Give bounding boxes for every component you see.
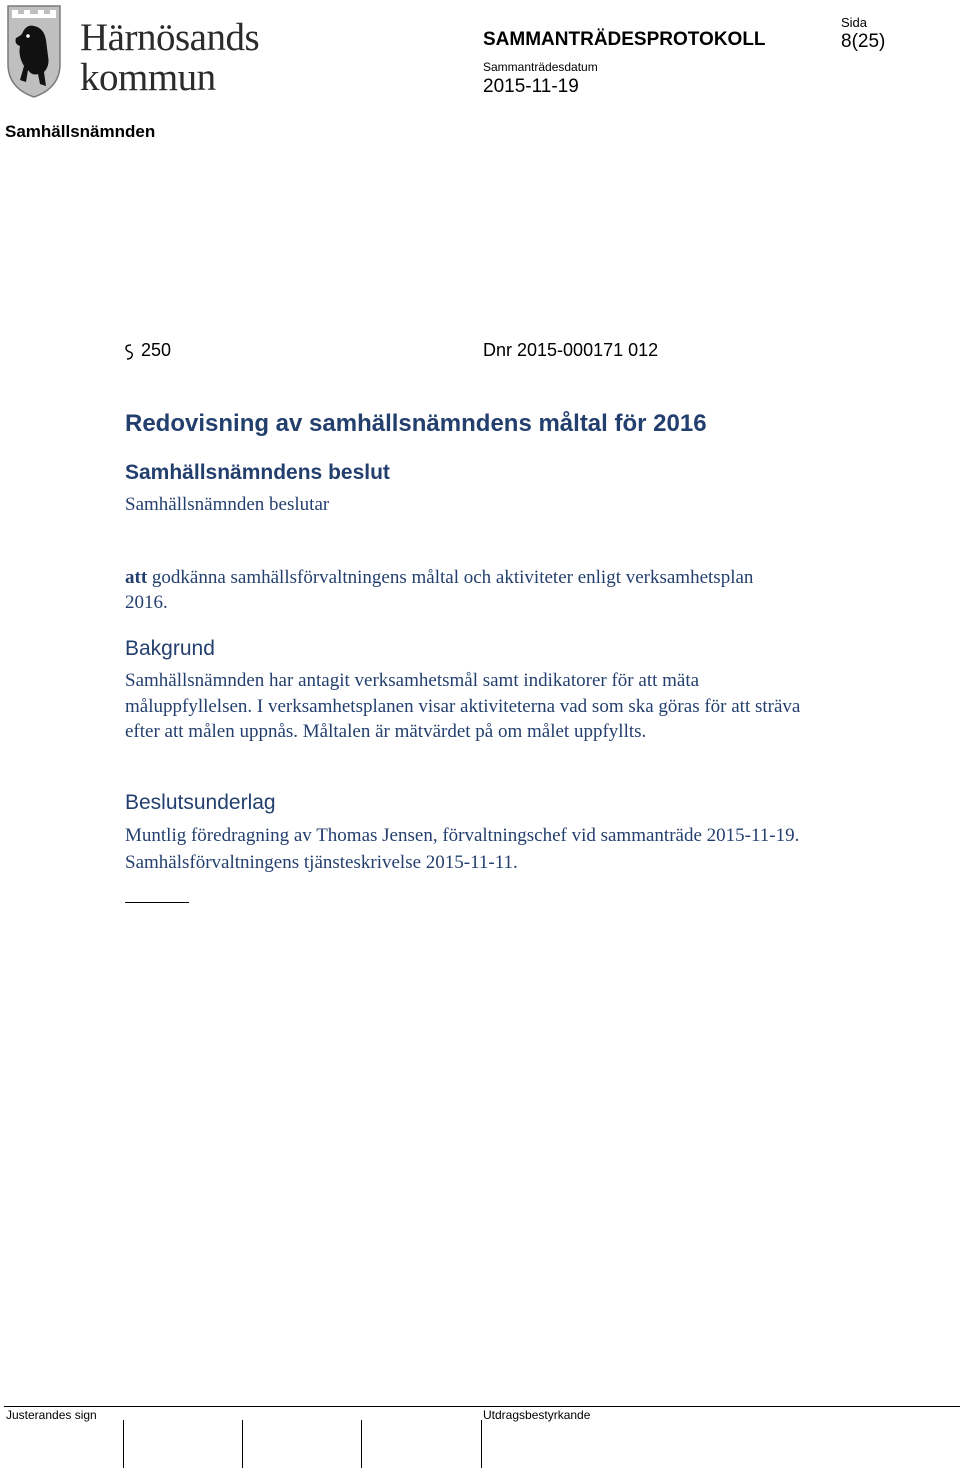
- page-number: 8(25): [841, 31, 886, 52]
- section-mark-icon: [124, 343, 134, 363]
- meeting-date: 2015-11-19: [483, 76, 579, 97]
- signature-box-divider: [123, 1420, 124, 1468]
- committee-name: Samhällsnämnden: [5, 122, 156, 141]
- extract-certification-label: Utdragsbestyrkande: [483, 1408, 591, 1422]
- basis-heading: Beslutsunderlag: [125, 791, 276, 814]
- signature-label: Justerandes sign: [6, 1408, 97, 1422]
- case-dnr: Dnr 2015-000171 012: [483, 340, 659, 360]
- document-type: SAMMANTRÄDESPROTOKOLL: [483, 29, 766, 50]
- page-title: Redovisning av samhällsnämndens måltal för 2016: [125, 410, 707, 437]
- basis-text: Muntlig föredragning av Thomas Jensen, förvaltningschef vid sammanträde 2015-11-19. Samhälsförvaltningens tjänsteskrivelse 2015-11-11.: [125, 825, 800, 873]
- decision-att: att: [125, 567, 148, 588]
- meeting-date-label: Sammanträdesdatum: [483, 60, 598, 74]
- logo-line1: Härnösands: [80, 16, 260, 59]
- case-number: 250: [141, 340, 172, 360]
- logo-line2: kommun: [80, 56, 216, 99]
- signature-box-divider: [361, 1420, 362, 1468]
- decision-body: godkänna samhällsförvaltningens måltal och aktiviteter enligt verksamhetsplan 2016.: [125, 567, 754, 613]
- background-text: Samhällsnämnden har antagit verksamhetsmål samt indikatorer för att mäta måluppfyllelsen. I verksamhetsplanen visar aktiviteterna vad som ska göras för att sträva efter att målen uppnås. Måltalen är mätvärdet på om målet uppfyllts.: [125, 670, 801, 742]
- coat-of-arms-icon: [4, 4, 64, 99]
- page-label: Sida: [841, 15, 868, 30]
- background-heading: Bakgrund: [125, 637, 215, 660]
- signature-box-divider: [481, 1420, 482, 1468]
- decision-heading: Samhällsnämndens beslut: [125, 461, 390, 484]
- end-rule: [125, 902, 189, 903]
- decision-text: [125, 565, 765, 615]
- signature-box-divider: [242, 1420, 243, 1468]
- footer-rule: [4, 1406, 960, 1407]
- decision-intro: Samhällsnämnden beslutar: [125, 494, 330, 515]
